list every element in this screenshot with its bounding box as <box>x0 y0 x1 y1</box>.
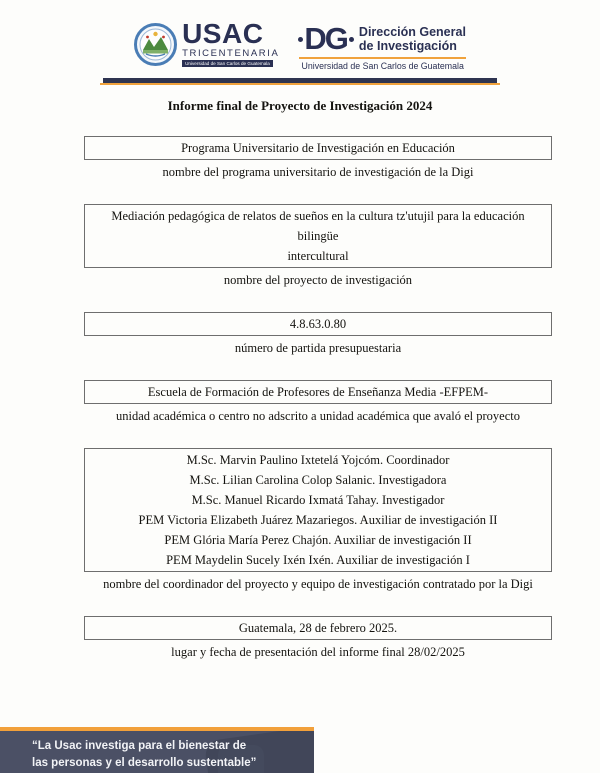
usac-seal-icon <box>134 23 177 66</box>
digi-monogram-letters: DG <box>304 21 347 56</box>
footer-quote-line1: “La Usac investiga para el bienestar de <box>32 740 247 752</box>
digi-monogram <box>299 21 352 56</box>
field-value: Escuela de Formación de Profesores de Enseñanza Media -EFPEM- <box>147 385 489 399</box>
digi-orange-divider <box>299 57 466 59</box>
digi-logo <box>299 21 466 71</box>
team-member: PEM Victoria Elizabeth Juárez Mazariegos. Auxiliar de investigación II <box>138 513 498 527</box>
field-partida <box>84 312 552 356</box>
header-rule <box>100 78 500 85</box>
field-caption: lugar y fecha de presentación del informe final 28/02/2025 <box>171 645 465 659</box>
form-fields <box>84 136 552 660</box>
usac-acronym: USAC <box>182 18 264 49</box>
team-member: M.Sc. Lilian Carolina Colop Salanic. Investigadora <box>189 473 447 487</box>
field-caption: nombre del proyecto de investigación <box>223 273 413 287</box>
field-box-fecha <box>84 616 552 640</box>
field-unidad-academica <box>84 380 552 424</box>
team-member: M.Sc. Marvin Paulino Ixtetelá Yojcóm. Coordinador <box>186 453 450 467</box>
digi-name-line2: de Investigación <box>358 38 457 53</box>
usac-tricentenaria-label: TRICENTENARIA <box>182 48 280 59</box>
team-member: M.Sc. Manuel Ricardo Ixmatá Tahay. Investigador <box>191 493 445 507</box>
footer-panel <box>0 731 314 773</box>
digi-university-label: Universidad de San Carlos de Guatemala <box>301 61 464 71</box>
field-caption: nombre del coordinador del proyecto y equipo de investigación contratado por la Digi <box>103 577 533 591</box>
field-value: Mediación pedagógica de relatos de sueños en la cultura tz'utujil para la educación bilingüe <box>111 209 525 243</box>
field-value: intercultural <box>287 249 349 263</box>
field-caption: unidad académica o centro no adscrito a unidad académica que avaló el proyecto <box>116 409 520 423</box>
page-title: Informe final de Proyecto de Investigación 2024 <box>167 98 433 113</box>
team-member: PEM Glória María Perez Chajón. Auxiliar de investigación II <box>164 533 472 547</box>
team-member: PEM Maydelin Sucely Ixén Ixén. Auxiliar de investigación I <box>166 553 470 567</box>
field-value: Guatemala, 28 de febrero 2025. <box>238 621 398 635</box>
header-logos <box>0 0 600 71</box>
field-lugar-fecha <box>84 616 552 660</box>
usac-university-banner: Universidad de San Carlos de Guatemala <box>182 60 273 67</box>
digi-logo-top <box>299 21 466 56</box>
footer-banner <box>0 727 314 773</box>
field-caption: nombre del programa universitario de investigación de la Digi <box>162 165 474 179</box>
field-programa <box>84 136 552 180</box>
field-box-proyecto <box>84 204 552 268</box>
usac-logo-text <box>182 18 280 67</box>
digi-dot-icon <box>349 37 354 42</box>
footer-quote-line2: las personas y el desarrollo sustentable” <box>32 756 257 769</box>
field-proyecto <box>84 204 552 288</box>
field-caption: número de partida presupuestaria <box>234 341 402 355</box>
field-box-programa <box>84 136 552 160</box>
field-value: Programa Universitario de Investigación en Educación <box>181 141 455 155</box>
field-box-partida <box>84 312 552 336</box>
header-rule-orange <box>100 83 500 85</box>
digi-name-line1: Dirección General <box>358 25 466 39</box>
field-box-equipo <box>84 448 552 572</box>
digi-name <box>359 26 466 53</box>
usac-logo <box>134 18 280 67</box>
field-value: 4.8.63.0.80 <box>289 317 347 331</box>
field-box-unidad <box>84 380 552 404</box>
field-equipo <box>84 448 552 592</box>
digi-dot-icon <box>298 37 303 42</box>
